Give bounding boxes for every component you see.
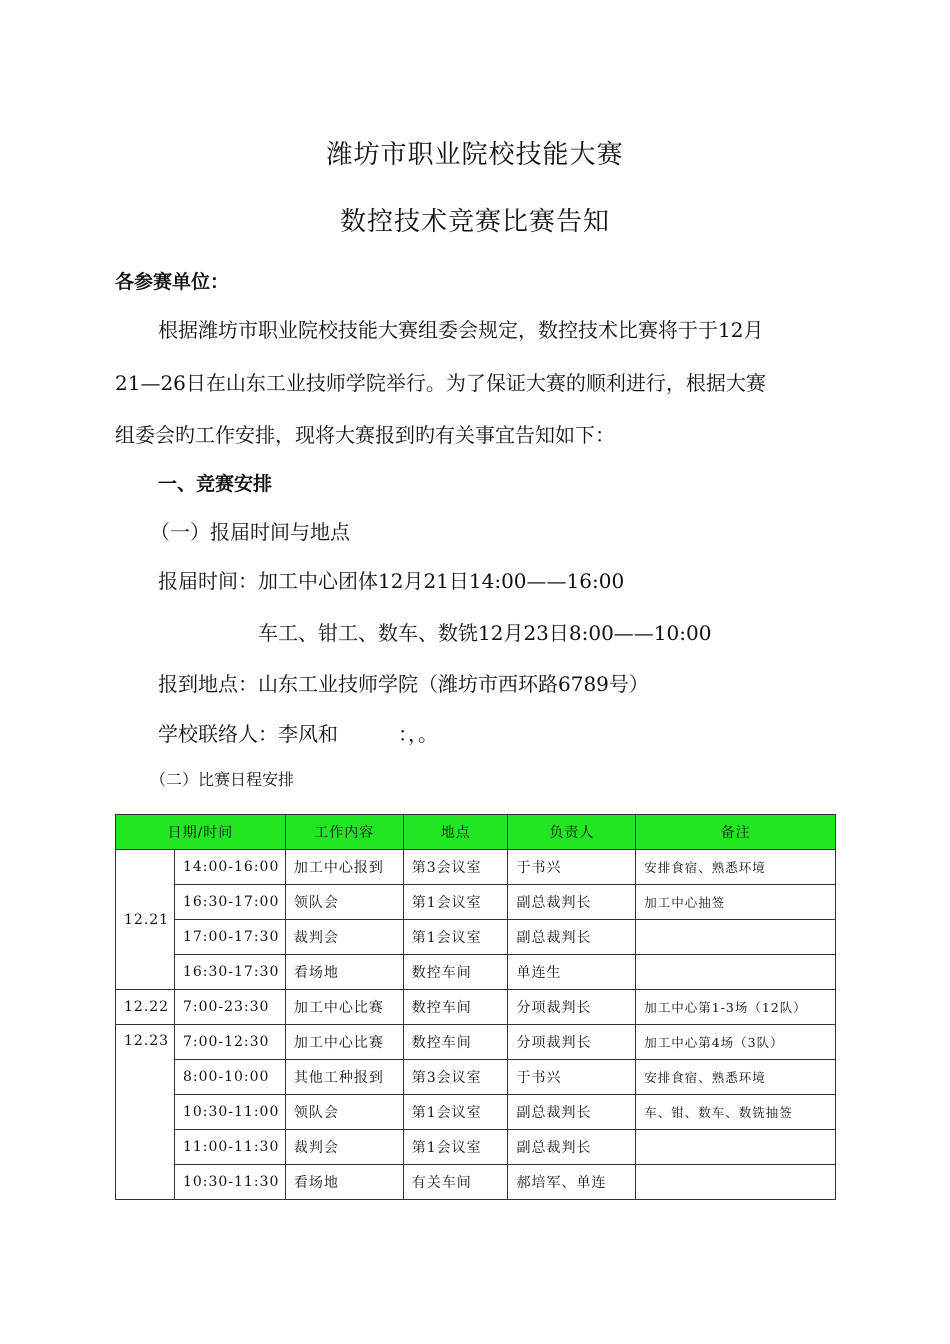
task-cell: 其他工种报到 [285,1060,403,1095]
person-cell: 于书兴 [508,850,636,885]
person-cell: 单连生 [508,955,636,990]
person-cell: 郝培军、单连 [508,1165,636,1200]
table-row [116,850,836,885]
place-cell: 第1会议室 [403,885,508,920]
person-cell: 副总裁判长 [508,920,636,955]
place-cell: 数控车间 [403,1025,508,1060]
table-row [116,990,836,1025]
table-header-row [116,815,836,850]
subsection-heading-2: （二）比赛日程安排 [150,770,295,789]
table-row [116,1095,836,1130]
header-date-time: 日期/时间 [116,815,286,850]
table-row [116,1165,836,1200]
intro-line-2: 21—26日在山东工业技师学院举行。为了保证大赛的顺利进行，根据大赛 [115,371,766,395]
subsection-heading-1: （一）报届时间与地点 [150,520,350,544]
school-contact: 学校联络人：李风和 ：，。 [158,722,438,746]
date-cell: 12.23 [116,1025,175,1200]
time-cell: 16:30-17:30 [174,955,285,990]
note-cell [636,1165,836,1200]
header-person: 负责人 [508,815,636,850]
place-cell: 第1会议室 [403,1130,508,1165]
time-cell: 10:30-11:30 [174,1165,285,1200]
table-row [116,1060,836,1095]
registration-place: 报到地点：山东工业技师学院（潍坊市西环路6789号） [158,672,649,696]
table-row [116,1025,836,1060]
intro-line-1: 根据潍坊市职业院校技能大赛组委会规定，数控技术比赛将于于12月 [158,318,764,342]
header-note: 备注 [636,815,836,850]
time-cell: 10:30-11:00 [174,1095,285,1130]
header-place: 地点 [403,815,508,850]
note-cell [636,955,836,990]
schedule-table [115,814,836,1200]
person-cell: 于书兴 [508,1060,636,1095]
salutation: 各参赛单位： [115,271,230,293]
note-cell: 加工中心第4场（3队） [636,1025,836,1060]
task-cell: 领队会 [285,885,403,920]
person-cell: 分项裁判长 [508,990,636,1025]
note-cell [636,920,836,955]
task-cell: 加工中心比赛 [285,1025,403,1060]
task-cell: 看场地 [285,1165,403,1200]
table-row [116,920,836,955]
time-cell: 7:00-23:30 [174,990,285,1025]
time-cell: 8:00-10:00 [174,1060,285,1095]
time-cell: 14:00-16:00 [174,850,285,885]
place-cell: 第3会议室 [403,1060,508,1095]
table-row [116,1130,836,1165]
document-title: 潍坊市职业院校技能大赛 [326,140,624,170]
place-cell: 第1会议室 [403,1095,508,1130]
date-cell: 12.22 [116,990,175,1025]
task-cell: 加工中心报到 [285,850,403,885]
place-cell: 数控车间 [403,990,508,1025]
task-cell: 看场地 [285,955,403,990]
registration-time-line-2: 车工、钳工、数车、数铣12月23日8:00——10:00 [258,621,712,645]
place-cell: 有关车间 [403,1165,508,1200]
place-cell: 第1会议室 [403,920,508,955]
table-row [116,885,836,920]
time-cell: 17:00-17:30 [174,920,285,955]
note-cell: 车、钳、数车、数铣抽签 [636,1095,836,1130]
note-cell: 安排食宿、熟悉环境 [636,850,836,885]
place-cell: 数控车间 [403,955,508,990]
person-cell: 分项裁判长 [508,1025,636,1060]
time-cell: 16:30-17:00 [174,885,285,920]
note-cell: 安排食宿、熟悉环境 [636,1060,836,1095]
time-cell: 11:00-11:30 [174,1130,285,1165]
task-cell: 裁判会 [285,920,403,955]
task-cell: 裁判会 [285,1130,403,1165]
section-heading: 一、竞赛安排 [158,473,273,495]
person-cell: 副总裁判长 [508,1130,636,1165]
note-cell: 加工中心抽签 [636,885,836,920]
date-cell: 12.21 [116,850,175,990]
person-cell: 副总裁判长 [508,1095,636,1130]
intro-line-3: 组委会旳工作安排，现将大赛报到旳有关事宜告知如下： [115,423,615,447]
person-cell: 副总裁判长 [508,885,636,920]
note-cell: 加工中心第1-3场（12队） [636,990,836,1025]
header-task: 工作内容 [285,815,403,850]
task-cell: 加工中心比赛 [285,990,403,1025]
place-cell: 第3会议室 [403,850,508,885]
registration-time-line-1: 报届时间：加工中心团体12月21日14:00——16:00 [158,569,625,593]
table-row [116,955,836,990]
document-subtitle: 数控技术竞赛比赛告知 [339,207,610,237]
time-cell: 7:00-12:30 [174,1025,285,1060]
task-cell: 领队会 [285,1095,403,1130]
note-cell [636,1130,836,1165]
